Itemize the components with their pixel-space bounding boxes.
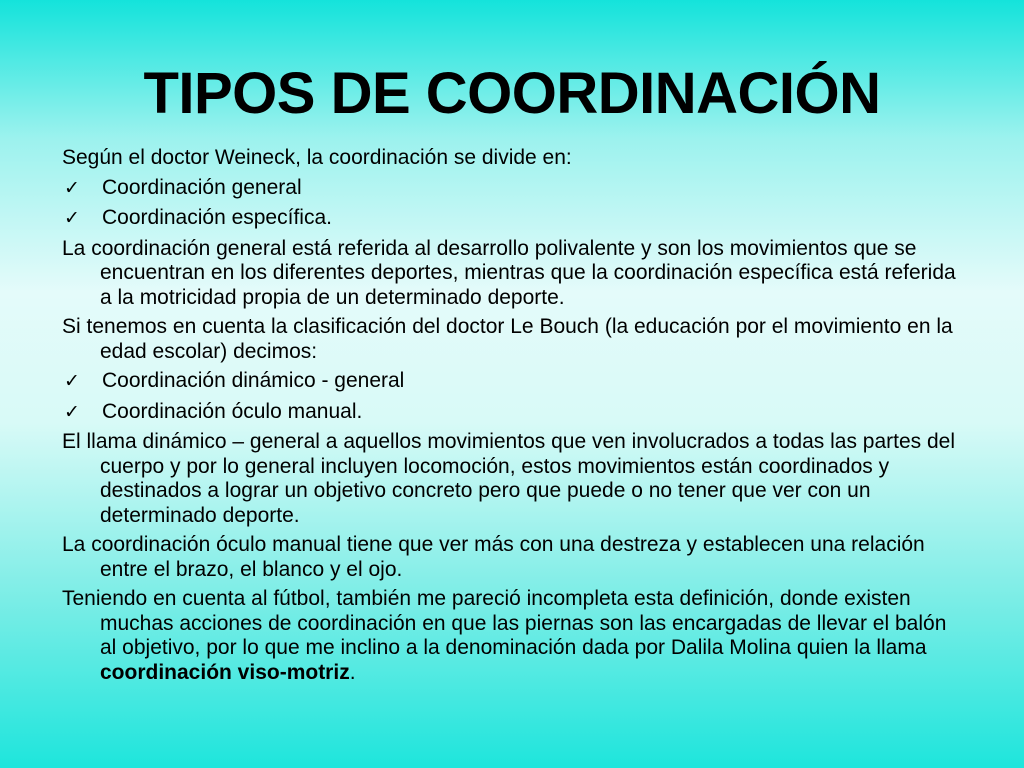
lebouch-paragraph: Si tenemos en cuenta la clasificación del doctor Le Bouch (la educación por el movimiento en la edad escolar) decimos: [62, 315, 953, 363]
futbol-end: . [349, 660, 356, 684]
list-item-dinamico-general [62, 369, 962, 394]
list-item-oculo-manual [62, 400, 962, 425]
oculo-paragraph: La coordinación óculo manual tiene que ver más con una destreza y establecen una relación entre el brazo, el blanco y el ojo. [62, 533, 925, 581]
list-item-label: Coordinación óculo manual. [102, 399, 363, 423]
check-icon: ✓ [64, 370, 80, 392]
futbol-paragraph [62, 587, 962, 685]
dinamico-paragraph: El llama dinámico – general a aquellos movimientos que ven involucrados a todas las partes del cuerpo y por lo general incluyen locomoción, estos movimientos están coordinados y destinados a lograr un objetivo concreto pero que puede o no tener que ver con un determinado deporte. [62, 430, 956, 527]
slide-body [62, 146, 962, 690]
general-paragraph: La coordinación general está referida al desarrollo polivalente y son los movimientos que se encuentran en los diferentes deportes, mientras que la coordinación específica está referida a la motricidad propia de un determinado deporte. [62, 236, 956, 309]
list-item-coordinacion-especifica [62, 206, 962, 231]
list-item-coordinacion-general [62, 176, 962, 201]
list-item-label: Coordinación dinámico - general [102, 369, 405, 392]
check-icon: ✓ [64, 207, 80, 229]
list-item-label: Coordinación general [102, 175, 302, 199]
check-icon: ✓ [64, 400, 80, 423]
check-icon: ✓ [64, 176, 80, 199]
list-item-label: Coordinación específica. [102, 206, 332, 229]
slide-title: TIPOS DE COORDINACIÓN [143, 61, 881, 126]
viso-motriz-term: coordinación viso-motriz [100, 660, 350, 684]
futbol-text: Teniendo en cuenta al fútbol, también me pareció incompleta esta definición, donde existen muchas acciones de coordinación en que las piernas son las encargadas de llevar el balón al objetivo, por lo que me inclino a la denominación dada por Dalila Molina quien la llama [62, 587, 947, 659]
intro-text: Según el doctor Weineck, la coordinación se divide en: [62, 146, 572, 169]
